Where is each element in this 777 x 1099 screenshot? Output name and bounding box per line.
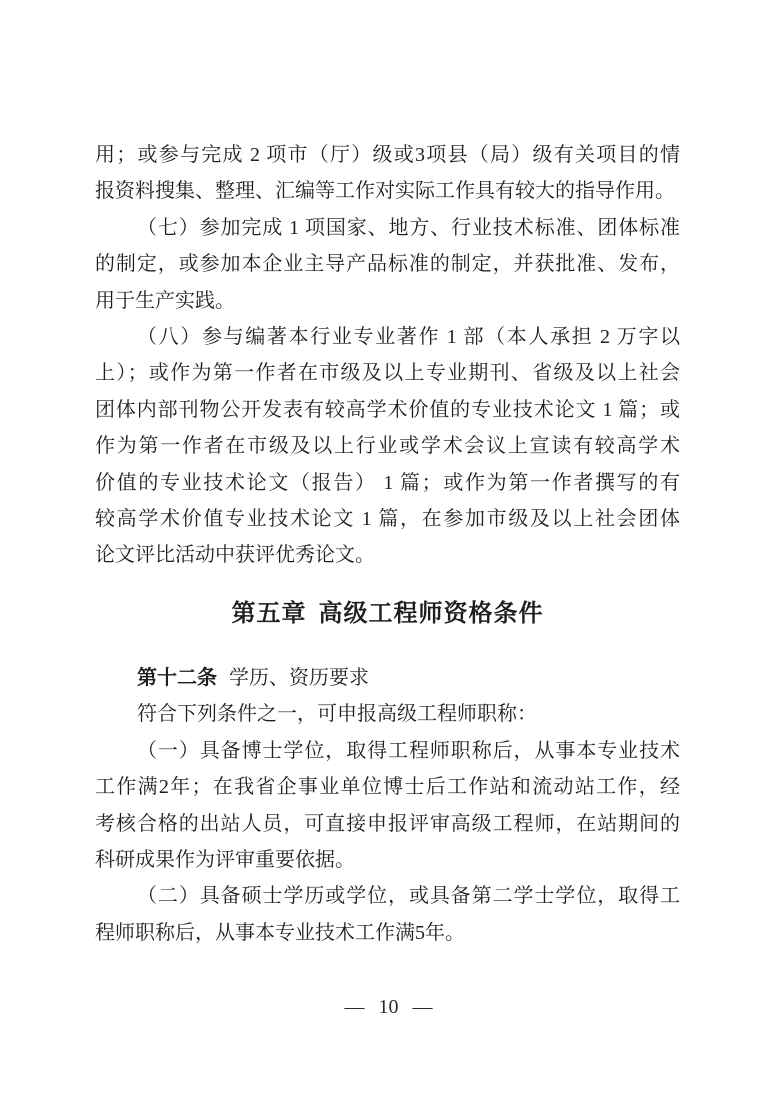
- body-text-line: 的制定，或参加本企业主导产品标准的制定，并获批准、发布，: [95, 253, 680, 276]
- chapter-number: 第五章: [231, 600, 307, 627]
- article-title: 学历、资历要求: [229, 666, 369, 689]
- body-text-line: 工作满2年；在我省企事业单位博士后工作站和流动站工作，经: [95, 776, 680, 799]
- body-text-line: 作为第一作者在市级及以上行业或学术会议上宣读有较高学术: [95, 435, 680, 458]
- body-text-line: 考核合格的出站人员，可直接申报评审高级工程师，在站期间的: [95, 812, 680, 835]
- footer-dash-right: —: [412, 996, 433, 1018]
- body-text-line: （七）参加完成 1 项国家、地方、行业技术标准、团体标准: [137, 216, 680, 239]
- body-text-line: 价值的专业技术论文（报告） 1 篇；或作为第一作者撰写的有: [95, 471, 680, 494]
- body-text-line: 团体内部刊物公开发表有较高学术价值的专业技术论文 1 篇；或: [95, 398, 680, 421]
- body-text-line: 符合下列条件之一，可申报高级工程师职称：: [137, 703, 537, 726]
- body-text-line: 程师职称后，从事本专业技术工作满5年。: [95, 921, 465, 944]
- page-number: 10: [378, 996, 399, 1018]
- footer-dash-left: —: [344, 996, 365, 1018]
- body-text-line: 上）；或作为第一作者在市级及以上专业期刊、省级及以上社会: [95, 362, 680, 385]
- body-text-line: 用；或参与完成 2 项市（厅）级或3项县（局）级有关项目的情: [95, 144, 680, 166]
- document-content: [95, 137, 680, 951]
- body-text-line: 较高学术价值专业技术论文 1 篇，在参加市级及以上社会团体: [95, 508, 680, 531]
- chapter-title: 高级工程师资格条件: [318, 600, 544, 627]
- body-text-line: （八）参与编著本行业专业著作 1 部（本人承担 2 万字以: [137, 326, 680, 349]
- article-heading: [95, 660, 680, 696]
- body-text-line: 论文评比活动中获评优秀论文。: [95, 544, 375, 567]
- body-text-line: （二）具备硕士学历或学位，或具备第二学士学位，取得工: [137, 885, 680, 908]
- chapter-heading: [95, 595, 680, 633]
- body-text-line: 科研成果作为评审重要依据。: [95, 848, 355, 871]
- body-text-line: 报资料搜集、整理、汇编等工作对实际工作具有较大的指导作用。: [95, 180, 675, 203]
- article-label: 第十二条: [137, 666, 217, 689]
- page-footer: [0, 995, 777, 1019]
- body-text-line: （一）具备博士学位，取得工程师职称后，从事本专业技术: [137, 739, 680, 762]
- body-text-line: 用于生产实践。: [95, 289, 235, 312]
